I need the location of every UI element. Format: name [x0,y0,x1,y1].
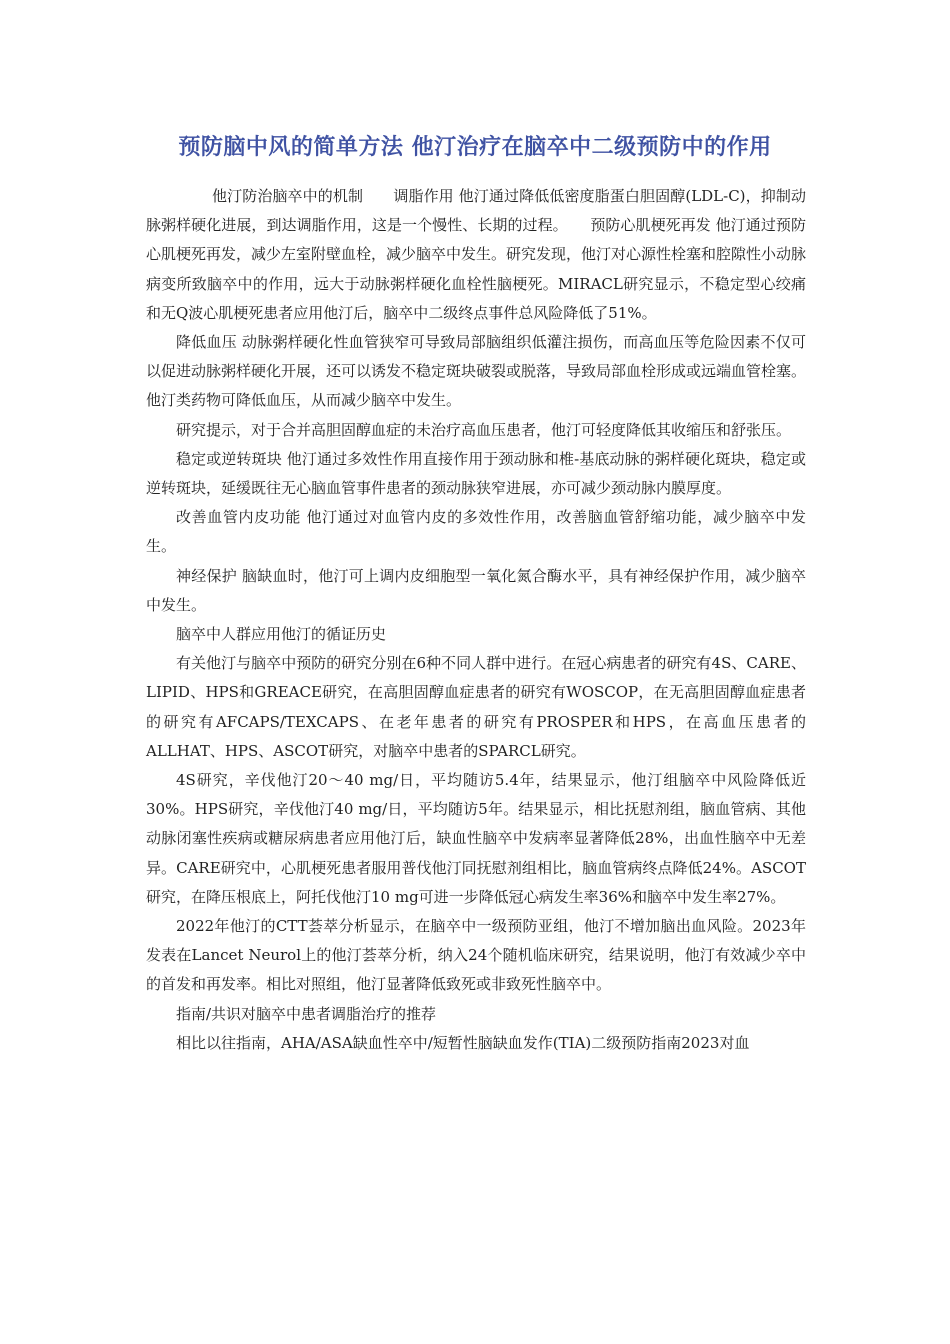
paragraph: 稳定或逆转斑块 他汀通过多效性作用直接作用于颈动脉和椎-基底动脉的粥样硬化斑块，稳定或逆转斑块，延缓既往无心脑血管事件患者的颈动脉狭窄进展，亦可减少颈动脉内膜厚度。 [146,449,806,498]
paragraph: 有关他汀与脑卒中预防的研究分别在6种不同人群中进行。在冠心病患者的研究有4S、CARE、LIPID、HPS和GREACE研究，在高胆固醇血症患者的研究有WOSCOP，在无高胆固醇血症患者的研究有AFCAPS/TEXCAPS、在老年患者的研究有PROSPER和HPS，在高血压患者的ALLHAT、HPS、ASCOT研究，对脑卒中患者的SPARCL研究。 [146,654,806,760]
paragraph: 相比以往指南，AHA/ASA缺血性卒中/短暂性脑缺血发作(TIA)二级预防指南2023对血 [176,1033,750,1052]
section-heading: 脑卒中人群应用他汀的循证历史 [176,625,387,644]
document-body [146,182,806,1058]
paragraph: 2022年他汀的CTT荟萃分析显示，在脑卒中一级预防亚组，他汀不增加脑出血风险。2023年发表在Lancet Neurol上的他汀荟萃分析，纳入24个随机临床研究，结果说明，他汀有效减少卒中的首发和再发率。相比对照组，他汀显著降低致死或非致死性脑卒中。 [146,917,806,994]
paragraph: 4S研究，辛伐他汀20～40 mg/日，平均随访5.4年，结果显示，他汀组脑卒中风险降低近30%。HPS研究，辛伐他汀40 mg/日，平均随访5年。结果显示，相比抚慰剂组，脑血管病、其他动脉闭塞性疾病或糖尿病患者应用他汀后，缺血性脑卒中发病率显著降低28%，出血性脑卒中无差异。CARE研究中，心肌梗死患者服用普伐他汀同抚慰剂组相比，脑血管病终点降低24%。ASCOT研究，在降压根底上，阿托伐他汀10 mg可进一步降低冠心病发生率36%和脑卒中发生率27%。 [146,771,806,906]
paragraph: 降低血压 动脉粥样硬化性血管狭窄可导致局部脑组织低灌注损伤，而高血压等危险因素不仅可以促进动脉粥样硬化开展，还可以诱发不稳定斑块破裂或脱落，导致局部血栓形成或远端血管栓塞。他汀类药物可降低血压，从而减少脑卒中发生。 [146,333,807,410]
document-title: 预防脑中风的简单方法 他汀治疗在脑卒中二级预防中的作用 [178,135,772,160]
paragraph: 他汀防治脑卒中的机制 调脂作用 他汀通过降低低密度脂蛋白胆固醇(LDL-C)，抑制动脉粥样硬化进展，到达调脂作用，这是一个慢性、长期的过程。 预防心肌梗死再发 他汀通过预防心肌梗死再发，减少左室附壁血栓，减少脑卒中发生。研究发现，他汀对心源性栓塞和腔隙性小动脉病变所致脑卒中的作用，远大于动脉粥样硬化血栓性脑梗死。MIRACL研究显示，不稳定型心绞痛和无Q波心肌梗死患者应用他汀后，脑卒中二级终点事件总风险降低了51%。 [146,187,807,322]
paragraph: 研究提示，对于合并高胆固醇血症的未治疗高血压患者，他汀可轻度降低其收缩压和舒张压。 [176,420,792,439]
paragraph: 改善血管内皮功能 他汀通过对血管内皮的多效性作用，改善脑血管舒缩功能，减少脑卒中发生。 [146,508,806,556]
paragraph: 神经保护 脑缺血时，他汀可上调内皮细胞型一氧化氮合酶水平，具有神经保护作用，减少脑卒中发生。 [146,566,806,614]
section-heading: 指南/共识对脑卒中患者调脂治疗的推荐 [176,1004,437,1023]
